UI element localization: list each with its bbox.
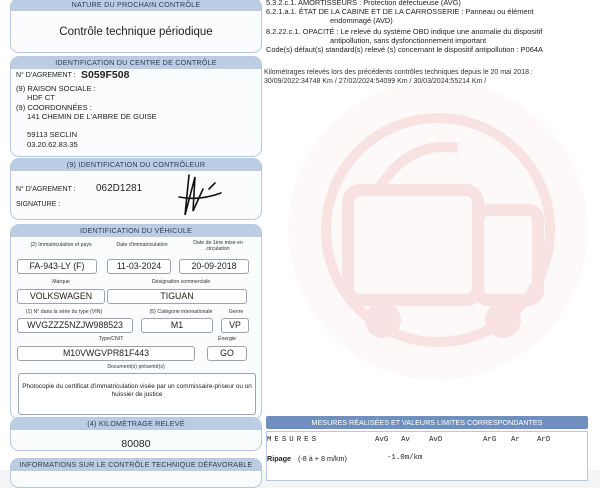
controller-panel: [10, 158, 262, 220]
caption-documents: Document(s) présenté(s): [107, 364, 165, 370]
ripage-value: -1.0m/km: [387, 454, 423, 462]
caption-date-immatriculation: Date d'immatriculation: [116, 242, 168, 248]
next-control-panel: [10, 0, 262, 53]
watermark-logo: [278, 70, 598, 390]
caption-type-cnit: Type/CNIT: [98, 336, 124, 342]
km-value: 80080: [121, 438, 151, 450]
controller-agrement-label: N° D'AGREMENT :: [16, 186, 76, 193]
energie-value: GO: [207, 346, 247, 361]
measures-column: MESURES: [267, 436, 320, 444]
centre-panel: [10, 56, 262, 157]
phone-number: 03.20.62.83.35: [27, 140, 78, 149]
caption-marque: Marque: [52, 279, 70, 285]
controller-agrement-value: 062D1281: [96, 183, 143, 194]
categorie-value: M1: [141, 318, 213, 333]
defect-line-4: Code(s) défaut(s) standard(s) relevé (s) concernant le dispositif antipollution : P064A: [266, 45, 543, 54]
next-control-value: Contrôle technique périodique: [59, 26, 213, 38]
avg-column: AvG: [375, 436, 389, 444]
genre-value: VP: [221, 318, 249, 333]
controller-header: (9) IDENTIFICATION DU CONTRÔLEUR: [11, 159, 261, 171]
address-line-1: 141 CHEMIN DE L'ARBRE DE GUISE: [27, 112, 157, 121]
defect-line-3: 8.2.22.c.1. OPACITÉ : Le relevé du système OBD indique une anomalie du dispositif: [266, 27, 543, 36]
raison-sociale-label: (9) RAISON SOCIALE :: [16, 84, 96, 93]
first-circulation-value: 20-09-2018: [179, 259, 249, 274]
caption-designation: Désignation commerciale: [151, 279, 211, 285]
ripage-limits: (-8 à + 8 m/km): [298, 454, 347, 463]
information-panel: [10, 458, 262, 488]
defect-line-3-continued: antipollution, sans dysfonctionnement important: [330, 36, 487, 45]
marque-value: VOLKSWAGEN: [17, 289, 105, 304]
caption-energie: Énergie: [218, 336, 236, 342]
ar-column: Ar: [511, 436, 520, 444]
caption-vin: (1) N° dans la série du type (VIN): [25, 309, 103, 315]
signature-mark: [171, 171, 231, 220]
ard-column: ArD: [537, 436, 551, 444]
raison-sociale-value: HDF CT: [27, 93, 55, 102]
information-header: INFORMATIONS SUR LE CONTRÔLE TECHNIQUE DÉFAVORABLE: [11, 459, 261, 471]
date-immatriculation-value: 11-03-2024: [107, 259, 171, 274]
signature-label: SIGNATURE :: [16, 201, 61, 208]
vin-value: WVGZZZ5NZJW988523: [17, 318, 133, 333]
arg-column: ArG: [483, 436, 497, 444]
centre-header: IDENTIFICATION DU CENTRE DE CONTRÔLE: [11, 57, 261, 69]
type-cnit-value: M10VWGVPR81F443: [17, 346, 195, 361]
caption-immatriculation: (2) Immatriculation et pays: [30, 242, 92, 248]
designation-value: TIGUAN: [107, 289, 247, 304]
previous-km-note: [264, 69, 594, 86]
ripage-label: Ripage: [267, 454, 291, 463]
vehicle-header: IDENTIFICATION DU VÉHICULE: [11, 225, 261, 237]
centre-agrement-label: N° D'AGREMENT :: [16, 72, 76, 79]
measures-table: [266, 431, 588, 481]
km-header: (4) KILOMÉTRAGE RELEVÉ: [11, 418, 261, 430]
previous-km-label: Kilométrages relevés lors des précédents contrôles techniques depuis le 20 mai 2018 :: [264, 69, 533, 76]
previous-km-values: 30/09/2022:34748 Km / 27/02/2024:54099 Km / 30/03/2024:55214 Km /: [264, 77, 487, 85]
caption-first-circulation: Date de 1ère mise en circulation: [193, 240, 243, 252]
av-column: Av: [401, 436, 410, 444]
immatriculation-value: FA-943-LY (F): [17, 259, 97, 274]
caption-genre: Genre: [228, 309, 244, 315]
documents-value: Photocopie du certificat d'immatriculation visée par un commissaire-priseur ou un huissier de justice: [18, 373, 256, 415]
defect-line-1: 5.3.2.c.1. AMORTISSEURS : Protection défectueuse (AVG): [266, 0, 461, 7]
centre-agrement-value: S059F508: [81, 69, 130, 81]
caption-categorie: (5) Catégorie internationale: [149, 309, 213, 315]
defect-line-2: 6.2.1.a.1. ÉTAT DE LA CABINE ET DE LA CARROSSERIE : Panneau ou élément: [266, 7, 534, 16]
vehicle-panel: [10, 224, 262, 420]
coordonnees-label: (9) COORDONNÉES :: [16, 103, 92, 112]
defect-line-2-continued: endommagé (AVD): [330, 16, 393, 25]
avd-column: AvD: [429, 436, 443, 444]
measures-header: MESURES RÉALISÉES ET VALEURS LIMITES CORRESPONDANTES: [266, 416, 588, 429]
next-control-header: NATURE DU PROCHAIN CONTRÔLE: [11, 0, 261, 11]
address-line-2: 59113 SECLIN: [27, 130, 78, 139]
km-panel: [10, 417, 262, 451]
